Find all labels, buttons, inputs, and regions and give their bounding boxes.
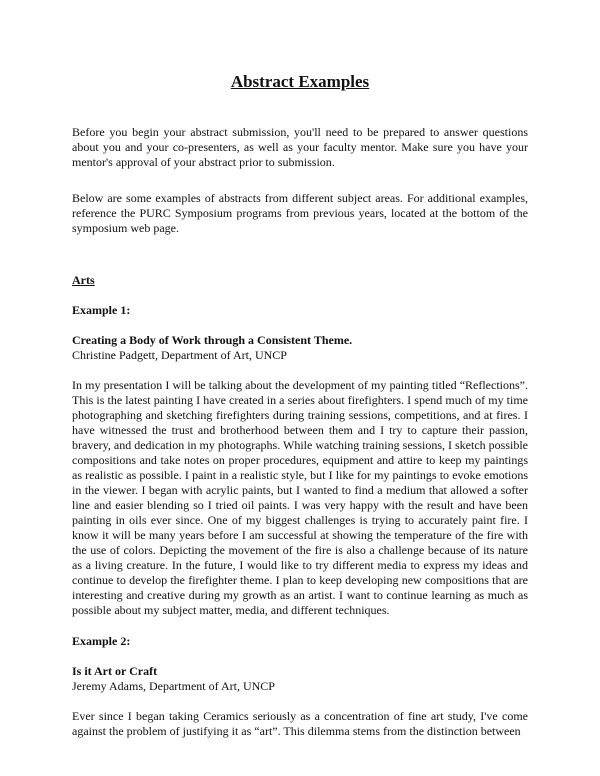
document-title: Abstract Examples — [230, 72, 370, 91]
example-2-work-title: Is it Art or Craft — [72, 664, 158, 678]
example-1-author: Christine Padgett, Department of Art, UNCP — [72, 348, 287, 362]
intro-paragraph-2: Below are some examples of abstracts from different subject areas. For additional examples, reference the PURC Symposium programs from previous years, located at the bottom of the symposium web page. — [72, 191, 528, 235]
example-1-body: In my presentation I will be talking about the development of my painting titled “Reflections”. This is the latest painting I have created in a series about firefighters. I spend much of my time photographing and sketching firefighters during training sessions, competitions, and at fires. I have witnessed the trust and brotherhood between them and I try to capture their passion, bravery, and dedication in my photographs. While watching training sessions, I sketch possible compositions and take notes on proper procedures, equipment and attire to keep my paintings as realistic as possible. I paint in a realistic style, but I like for my paintings to evoke emotions in the viewer. I began with acrylic paints, but I wanted to find a medium that allowed a softer line and easier blending so I tried oil paints. I was very happy with the result and have been painting in oils ever since. One of my biggest challenges is trying to accurately paint fire. I know it will be many years before I am successful at showing the temperature of the fire with the use of colors. Depicting the movement of the fire is also a challenge because of its nature as a living creature. In the future, I would like to try different media to express my ideas and continue to develop the firefighter theme. I plan to keep developing new compositions that are interesting and creative during my growth as an artist. I want to continue learning as much as possible about my subject matter, media, and different techniques. — [72, 378, 528, 617]
example-1-work-title: Creating a Body of Work through a Consistent Theme. — [72, 333, 353, 347]
example-2-label: Example 2: — [72, 634, 131, 648]
section-heading-arts: Arts — [72, 273, 95, 287]
example-1-label: Example 1: — [72, 303, 131, 317]
example-2-author: Jeremy Adams, Department of Art, UNCP — [72, 679, 275, 693]
example-1 — [72, 303, 528, 618]
example-2 — [72, 634, 528, 739]
intro-paragraph-1: Before you begin your abstract submission, you'll need to be prepared to answer questions about you and your co-presenters, as well as your faculty mentor. Make sure you have your mentor's approval of your abstract prior to submission. — [72, 125, 528, 169]
example-2-body: Ever since I began taking Ceramics seriously as a concentration of fine art study, I've come against the problem of justifying it as “art”. This dilemma stems from the distinction between — [72, 709, 528, 738]
